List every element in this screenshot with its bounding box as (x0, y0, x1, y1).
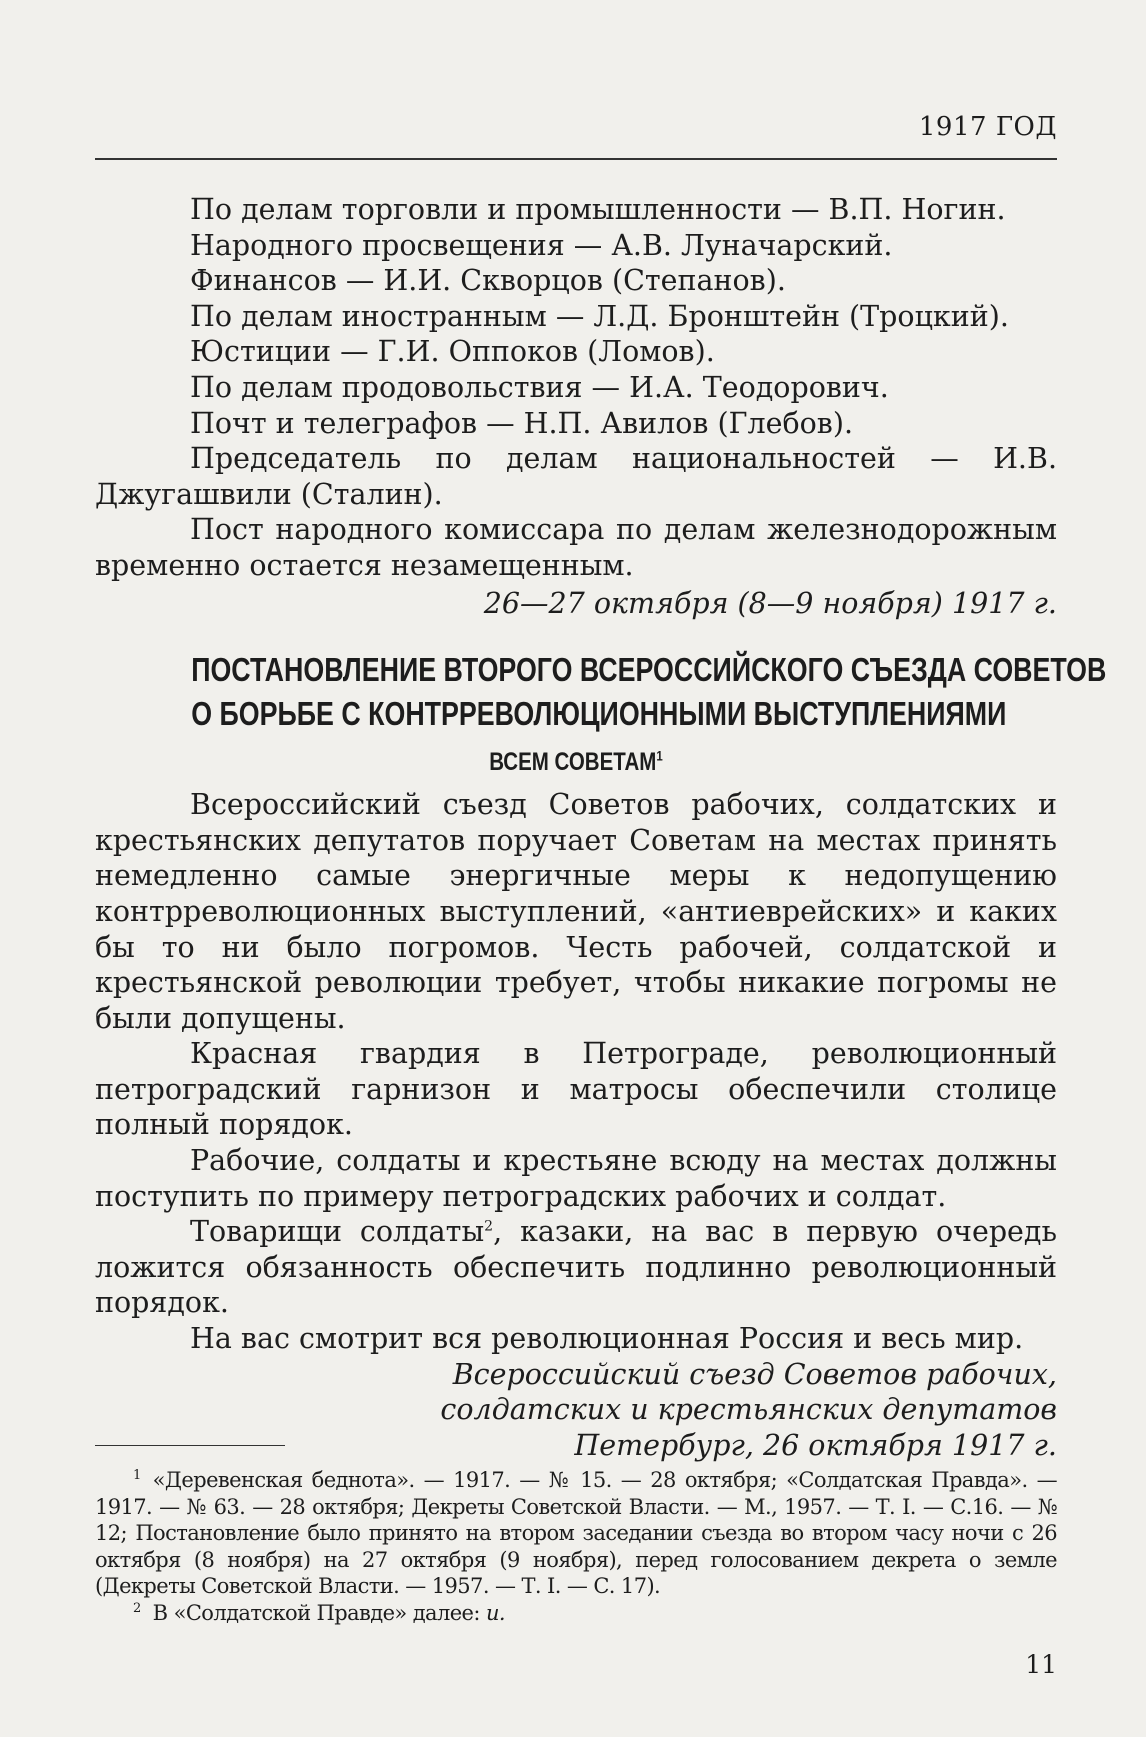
footnote-1 (95, 1467, 1057, 1600)
appointment-railways: Пост народного комиссара по делам железнодорожным временно остается незамещенным. (95, 513, 1057, 582)
footnotes (95, 1467, 1057, 1626)
document-title-line-1: ПОСТАНОВЛЕНИЕ ВТОРОГО ВСЕРОССИЙСКОГО СЪЕЗДА СОВЕТОВ (191, 652, 1107, 690)
footnote-1-text: «Деревенская беднота». — 1917. — № 15. — 28 октября; «Солдатская Правда». — 1917. — № 63. — 28 октября; Декреты Советской Власти. — М., 1957. — Т. I. — С.16. — № 12; Постановление было принято на втором заседании съезда во втором часу ночи с 26 октября (8 ноября) на 27 октября (9 ноября), перед голосованием декрета о земле (Декреты Советской Власти. — 1957. — Т. I. — С. 17). (95, 1468, 1057, 1598)
appointment-foreign: По делам иностранным — Л.Д. Бронштейн (Троцкий). (190, 299, 1009, 333)
footnote-ref-2: 2 (484, 1218, 494, 1235)
appointment-food: По делам продовольствия — И.А. Теодорович. (190, 370, 889, 404)
paragraph-4 (95, 1214, 1057, 1321)
footnote-1-mark: 1 (133, 1468, 141, 1483)
appointment-finance: Финансов — И.И. Скворцов (Степанов). (190, 264, 786, 298)
header-rule (95, 158, 1057, 160)
footnote-rule (95, 1445, 285, 1446)
document-title-line-2: О БОРЬБЕ С КОНТРРЕВОЛЮЦИОННЫМИ ВЫСТУПЛЕНИЯМИ (191, 696, 1007, 734)
addressee-heading (182, 745, 971, 779)
footnote-2-mark: 2 (133, 1600, 141, 1616)
signature-line-1: Всероссийский съезд Советов рабочих, (452, 1357, 1057, 1391)
signature-line-2: солдатских и крестьянских депутатов (440, 1393, 1057, 1427)
paragraph-4-start: Товарищи солдаты (190, 1215, 485, 1249)
appointment-post: Почт и телеграфов — Н.П. Авилов (Глебов). (190, 406, 854, 440)
decree-date: 26—27 октября (8—9 ноября) 1917 г. (483, 586, 1057, 620)
paragraph-4-end: , казаки, на вас в первую очередь ложится обязанность обеспечить подлинно революционный порядок. (95, 1215, 1057, 1320)
document-title (191, 649, 1107, 737)
book-page (95, 0, 1107, 1737)
footnote-2-text: В «Солдатской Правде» далее: (152, 1600, 486, 1625)
paragraph-2: Красная гвардия в Петрограде, революционный петроградский гарнизон и матросы обеспечили столице полный порядок. (95, 1037, 1057, 1142)
addressee-text: ВСЕМ СОВЕТАМ (489, 748, 657, 777)
page-body (95, 192, 1107, 1463)
appointment-education: Народного просвещения — А.В. Луначарский. (190, 228, 893, 262)
footnote-2-italic: и. (485, 1600, 505, 1625)
footnote-2 (95, 1600, 1057, 1627)
appointment-nationalities: Председатель по делам национальностей — И.В. Джугашвили (Сталин). (95, 442, 1057, 511)
page-number: 11 (1025, 1650, 1057, 1679)
paragraph-3: Рабочие, солдаты и крестьяне всюду на местах должны поступить по примеру петроградских рабочих и солдат. (95, 1144, 1057, 1213)
signature-line-3: Петербург, 26 октября 1917 г. (574, 1428, 1057, 1462)
appointment-trade: По делам торговли и промышленности — В.П. Ногин. (190, 193, 1006, 226)
appointment-justice: Юстиции — Г.И. Оппоков (Ломов). (190, 335, 715, 369)
paragraph-1: Всероссийский съезд Советов рабочих, солдатских и крестьянских депутатов поручает Советам на местах принять немедленно самые энергичные меры к недопущению контрреволюционных выступлений, «антиеврейских» и каких бы то ни было погромов. Честь рабочей, солдатской и крестьянской революции требует, чтобы никакие погромы не были допущены. (95, 788, 1057, 1035)
paragraph-5: На вас смотрит вся революционная Россия и весь мир. (190, 1322, 1024, 1356)
footnote-ref-1: 1 (656, 747, 663, 764)
running-head: 1917 ГОД (918, 112, 1057, 142)
